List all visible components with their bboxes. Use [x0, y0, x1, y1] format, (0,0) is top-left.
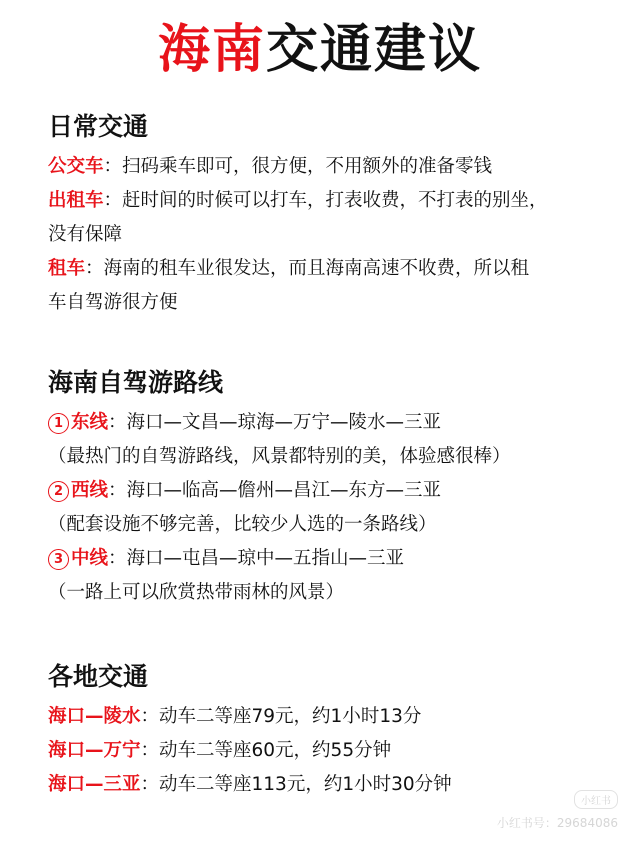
daily-item-taxi-cont: 没有保障	[48, 224, 123, 245]
number-two-icon: 2	[48, 481, 69, 502]
regional-heading: 各地交通	[48, 662, 149, 691]
daily-label-bus: 公交车	[48, 156, 104, 177]
route-central-text: ：海口—屯昌—琼中—五指山—三亚	[108, 548, 405, 569]
daily-item-taxi	[48, 184, 620, 218]
route-west-note: （配套设施不够完善，比较少人选的一条路线）	[48, 514, 437, 535]
regional-item-sanya	[48, 768, 620, 802]
page-title	[0, 14, 640, 86]
regional-section	[48, 660, 620, 802]
route-west-label: 西线	[71, 480, 109, 501]
regional-label-wanning: 海口—万宁	[48, 740, 141, 761]
routes-section	[48, 366, 620, 610]
route-central-note: （一路上可以欣赏热带雨林的风景）	[48, 582, 345, 603]
page-title-accent: 海南	[157, 20, 266, 80]
daily-text-rental: ：海南的租车业很发达，而且海南高速不收费，所以租	[85, 258, 530, 279]
daily-label-taxi: 出租车	[48, 190, 104, 211]
page-title-rest: 交通建议	[266, 20, 483, 80]
regional-item-lingshui	[48, 700, 620, 734]
daily-label-rental: 租车	[48, 258, 86, 279]
routes-heading: 海南自驾游路线	[48, 368, 224, 397]
number-three-icon: 3	[48, 549, 69, 570]
daily-text-taxi: ：赶时间的时候可以打车，打表收费，不打表的别坐，	[103, 190, 548, 211]
daily-text-bus: ：扫码乘车即可，很方便，不用额外的准备零钱	[103, 156, 493, 177]
route-central	[48, 542, 620, 576]
daily-item-rental	[48, 252, 620, 286]
daily-item-rental-cont: 车自驾游很方便	[48, 292, 178, 313]
route-east	[48, 406, 620, 440]
daily-section	[48, 110, 620, 320]
route-east-text: ：海口—文昌—琼海—万宁—陵水—三亚	[108, 412, 442, 433]
route-central-label: 中线	[71, 548, 109, 569]
watermark-badge: 小红书	[574, 790, 618, 809]
route-west-text: ：海口—临高—儋州—昌江—东方—三亚	[108, 480, 442, 501]
number-one-icon: 1	[48, 413, 69, 434]
route-east-note: （最热门的自驾游路线，风景都特别的美，体验感很棒）	[48, 446, 511, 467]
regional-text-sanya: ：动车二等座113元，约1小时30分钟	[140, 774, 452, 795]
regional-item-wanning	[48, 734, 620, 768]
regional-text-lingshui: ：动车二等座79元，约1小时13分	[140, 706, 422, 727]
watermark-text: 小红书号：29684086	[496, 816, 618, 830]
daily-item-bus	[48, 150, 620, 184]
daily-heading: 日常交通	[48, 112, 149, 141]
regional-label-sanya: 海口—三亚	[48, 774, 141, 795]
route-east-label: 东线	[71, 412, 109, 433]
route-west	[48, 474, 620, 508]
regional-text-wanning: ：动车二等座60元，约55分钟	[140, 740, 392, 761]
regional-label-lingshui: 海口—陵水	[48, 706, 141, 727]
